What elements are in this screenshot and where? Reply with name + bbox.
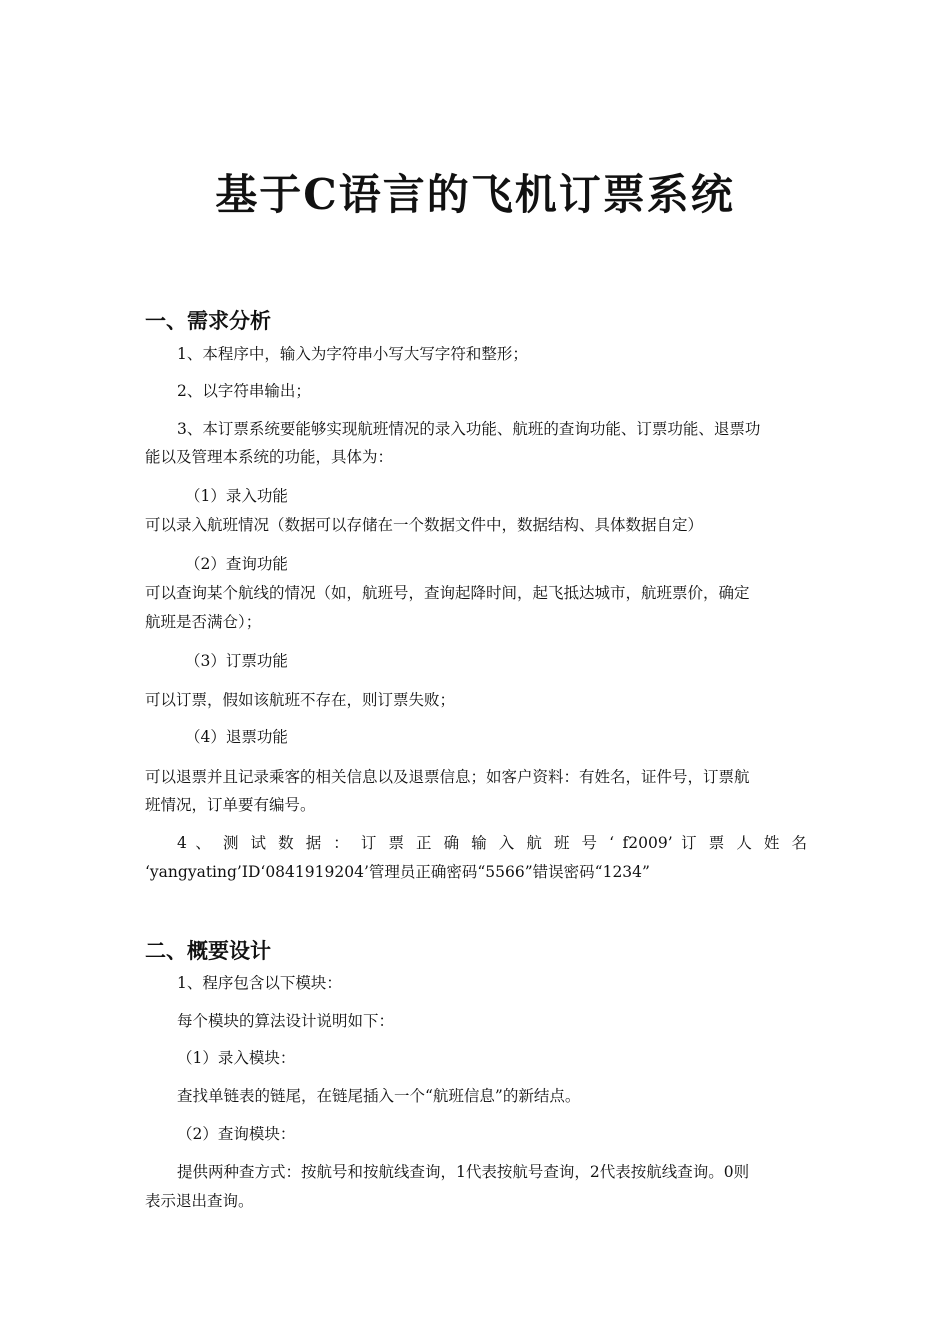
feature-query-title: （2）查询功能 — [185, 555, 288, 573]
paragraph-features-line2: 能以及管理本系统的功能，具体为： — [145, 448, 394, 466]
paragraph-features-line1: 3、本订票系统要能够实现航班情况的录入功能、航班的查询功能、订票功能、退票功 — [177, 420, 761, 438]
module-query-line1: 提供两种查方式：按航号和按航线查询，1代表按航号查询，2代表按航线查询。0则 — [177, 1163, 750, 1181]
paragraph-modules: 1、程序包含以下模块： — [177, 974, 342, 992]
module-query-line2: 表示退出查询。 — [145, 1192, 254, 1210]
paragraph-algorithm-intro: 每个模块的算法设计说明如下： — [177, 1012, 395, 1030]
feature-query-line2: 航班是否满仓）； — [145, 613, 262, 631]
test-data-line1: 4 、 测 试 数 据 ： 订 票 正 确 输 入 航 班 号 ‘ f2009’ 订 票 人 姓 名 — [177, 834, 807, 852]
feature-refund-line1: 可以退票并且记录乘客的相关信息以及退票信息；如客户资料：有姓名，证件号，订票航 — [145, 768, 750, 786]
feature-booking-title: （3）订票功能 — [185, 652, 288, 670]
paragraph-input-type: 1、本程序中，输入为字符串小写大写字符和整形； — [177, 345, 528, 363]
feature-refund-line2: 班情况，订单要有编号。 — [145, 796, 316, 814]
feature-booking-text: 可以订票，假如该航班不存在，则订票失败； — [145, 691, 456, 709]
test-data-line2: ‘yangyating’ID‘0841919204’管理员正确密码“5566”错误密码“1234” — [145, 863, 650, 881]
section-heading-design: 二、概要设计 — [145, 938, 271, 963]
feature-refund-title: （4）退票功能 — [185, 728, 288, 746]
document-title: 基于C语言的飞机订票系统 — [215, 170, 735, 219]
module-entry-text: 查找单链表的链尾，在链尾插入一个“航班信息”的新结点。 — [177, 1087, 581, 1105]
feature-entry-text: 可以录入航班情况（数据可以存储在一个数据文件中，数据结构、具体数据自定） — [145, 516, 704, 534]
feature-query-line1: 可以查询某个航线的情况（如，航班号，查询起降时间，起飞抵达城市，航班票价，确定 — [145, 584, 750, 602]
module-query-title: （2）查询模块： — [177, 1125, 296, 1143]
feature-entry-title: （1）录入功能 — [185, 487, 288, 505]
module-entry-title: （1）录入模块： — [177, 1049, 296, 1067]
section-heading-requirements: 一、需求分析 — [145, 308, 271, 333]
paragraph-output: 2、以字符串输出； — [177, 382, 311, 400]
